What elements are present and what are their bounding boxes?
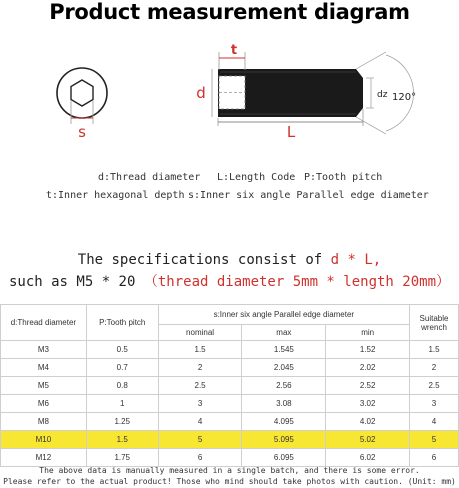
label-dz: dz [377,90,388,100]
label-angle: 120° [392,92,417,103]
label-L: L [286,123,296,141]
cell-p: 0.5 [86,341,158,359]
cell-d: M10 [1,431,87,449]
header-nominal: nominal [158,325,242,341]
cell-max: 4.095 [242,413,326,431]
screw-end-view [57,68,107,124]
cell-min: 1.52 [326,341,410,359]
table-body [1,341,459,467]
cell-max: 5.095 [242,431,326,449]
page-title: Product measurement diagram [49,0,410,24]
cell-min: 2.52 [326,377,410,395]
cell-d: M5 [1,377,87,395]
cell-d: M8 [1,413,87,431]
cell-p: 1.5 [86,431,158,449]
legend-tooth-pitch: P:Tooth pitch [304,172,383,183]
legend-length-code: L:Length Code [217,172,296,183]
cell-wrench: 2.5 [410,377,459,395]
cell-max: 6.095 [242,449,326,467]
cell-d: M6 [1,395,87,413]
disclaimer-line-1: The above data is manually measured in a single batch, and there is some error. [39,466,420,475]
specification-table [0,304,459,467]
table-row [1,413,459,431]
measurement-diagram [0,40,459,152]
cell-d: M12 [1,449,87,467]
label-d: d [196,84,206,102]
spec-line-2 [0,271,459,291]
disclaimer-line-2: Please refer to the actual product! Those who mind should take photos with caution. (Unit: mm) [3,477,456,486]
spec-line-2-text: such as M5 * 20 [8,274,136,290]
cell-nominal: 2.5 [158,377,242,395]
table-row [1,395,459,413]
cell-max: 1.545 [242,341,326,359]
cell-wrench: 4 [410,413,459,431]
legend-thread-diameter: d:Thread diameter [98,172,201,183]
header-thread-diameter: d:Thread diameter [1,305,87,341]
cell-p: 1.25 [86,413,158,431]
cell-wrench: 5 [410,431,459,449]
cell-nominal: 4 [158,413,242,431]
label-t: t [230,43,238,58]
header-s-group: s:Inner six angle Parallel edge diameter [158,305,409,325]
cell-min: 3.02 [326,395,410,413]
spec-line-1-text: The specifications consist of [77,252,323,268]
table-row [1,359,459,377]
cell-min: 5.02 [326,431,410,449]
cell-nominal: 3 [158,395,242,413]
cell-nominal: 2 [158,359,242,377]
cell-p: 1.75 [86,449,158,467]
legend-hex-depth: t:Inner hexagonal depth [46,190,185,201]
label-s: s [78,123,86,141]
header-suitable-wrench: Suitable wrench [410,305,459,341]
cell-min: 2.02 [326,359,410,377]
cell-p: 1 [86,395,158,413]
cell-min: 6.02 [326,449,410,467]
header-min: min [326,325,410,341]
cell-p: 0.7 [86,359,158,377]
spec-line-1-formula: d * L, [330,252,382,268]
spec-line-1 [0,252,459,268]
table-row [1,377,459,395]
table-row [1,341,459,359]
table-row-highlighted [1,431,459,449]
cell-p: 0.8 [86,377,158,395]
cell-nominal: 5 [158,431,242,449]
spec-line-2-example: （thread diameter 5mm * length 20mm） [143,274,451,290]
cell-nominal: 6 [158,449,242,467]
cell-wrench: 3 [410,395,459,413]
cell-max: 3.08 [242,395,326,413]
cell-min: 4.02 [326,413,410,431]
cell-wrench: 1.5 [410,341,459,359]
cell-max: 2.56 [242,377,326,395]
cell-d: M3 [1,341,87,359]
cell-max: 2.045 [242,359,326,377]
cell-nominal: 1.5 [158,341,242,359]
cell-d: M4 [1,359,87,377]
cell-wrench: 6 [410,449,459,467]
header-max: max [242,325,326,341]
legend-hex-edge: s:Inner six angle Parallel edge diameter [188,190,429,201]
table-row [1,449,459,467]
cell-wrench: 2 [410,359,459,377]
header-tooth-pitch: P:Tooth pitch [86,305,158,341]
